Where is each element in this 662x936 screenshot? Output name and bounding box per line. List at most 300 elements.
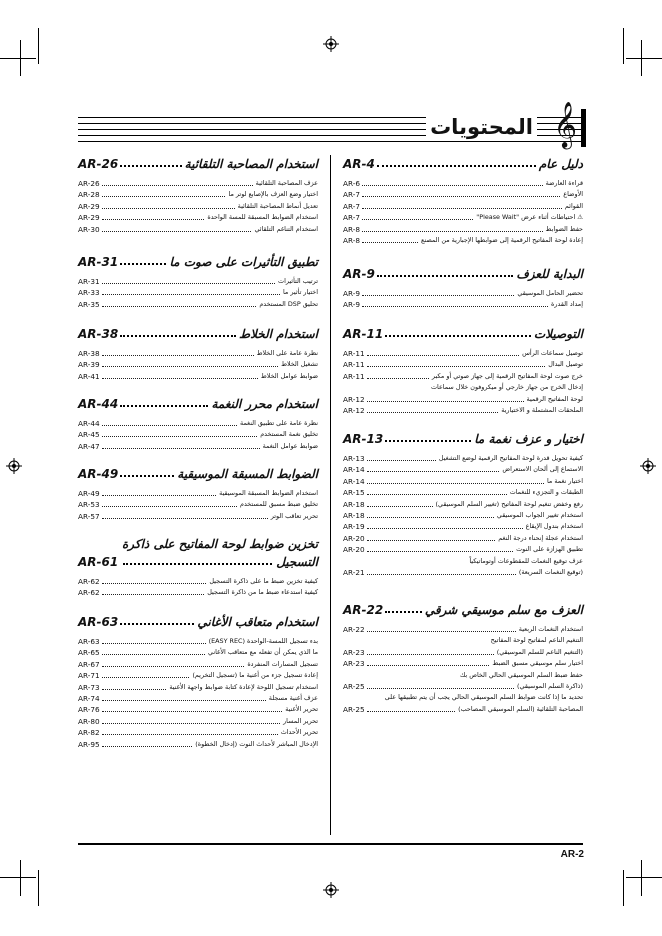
- entry-page: AR-29: [78, 201, 100, 211]
- dot-leader: [120, 165, 182, 167]
- dot-leader: [367, 378, 429, 379]
- entry-text: إعادة لوحة المفاتيح الرقمية إلى ضوابطها الإجبارية من المصنع: [421, 236, 583, 244]
- section-heading: [78, 467, 318, 483]
- entry-text: الإدخال المباشر لأحداث النوت (إدخال الخطوة): [195, 739, 318, 748]
- entry-text: نظرة عامة على تطبيق النغمة: [240, 419, 318, 427]
- toc-entry: [343, 625, 583, 635]
- dot-leader: [367, 494, 507, 495]
- entry-page: AR-8: [343, 236, 361, 245]
- toc-entry: [343, 522, 583, 532]
- dot-leader: [362, 231, 543, 232]
- toc-entry: [343, 383, 583, 393]
- section-title: استخدام المصاحبة التلقائية: [184, 157, 318, 171]
- dot-leader: [367, 366, 545, 367]
- dot-leader: [367, 528, 523, 529]
- toc-entry: [343, 659, 583, 669]
- section-page: AR-44: [78, 397, 119, 411]
- entry-page: AR-20: [343, 533, 365, 543]
- entry-page: AR-39: [78, 360, 100, 370]
- entry-text: الملحقات المشتملة و الاختيارية: [501, 406, 583, 414]
- entry-text: ضوابط عوامل النغمة: [262, 441, 318, 450]
- section-page: AR-9: [343, 267, 375, 281]
- column-divider: [330, 155, 331, 835]
- entry-page: AR-30: [78, 224, 100, 234]
- crop-mark: [38, 870, 39, 906]
- toc-entry: [78, 202, 318, 212]
- entry-text: الاستماع إلى ألحان الاستعراض: [502, 465, 583, 474]
- dot-leader: [102, 185, 253, 186]
- entry-page: AR-41: [78, 371, 100, 381]
- entry-text: توصيل سماعات الرأس: [522, 349, 583, 357]
- entry-text: اختيار وضع العزف بالإصابع لوتر ما: [228, 190, 318, 199]
- crop-mark: [641, 860, 642, 896]
- section-title: استخدام الخلاط: [239, 327, 318, 341]
- dot-leader: [377, 165, 536, 167]
- entry-text: تحرير الأغنية: [285, 705, 318, 714]
- registration-mark-icon: [6, 458, 22, 474]
- section-heading: [343, 603, 583, 619]
- toc-entry: [78, 213, 318, 223]
- toc-entry: [343, 406, 583, 416]
- dot-leader: [102, 283, 275, 284]
- toc-entry: [78, 705, 318, 715]
- entry-text: نظرة عامة على الخلاط: [256, 349, 318, 357]
- dot-leader: [102, 723, 280, 724]
- entry-page: AR-82: [78, 728, 100, 738]
- crop-mark: [641, 40, 642, 76]
- entry-text: المصاحبة التلقائية (السلم الموسيقي المصاحب): [458, 704, 583, 713]
- section-heading: [343, 432, 583, 448]
- dot-leader: [102, 643, 206, 644]
- section-heading: [78, 255, 318, 271]
- entry-page: AR-44: [78, 419, 100, 428]
- entry-text: اختيار سلم موسيقي مسبق الضبط: [492, 659, 583, 668]
- section-page: AR-49: [78, 467, 119, 481]
- dot-leader: [120, 335, 236, 337]
- dot-leader: [385, 611, 422, 613]
- dot-leader: [102, 436, 257, 437]
- entry-page: AR-14: [343, 465, 365, 475]
- entry-page: AR-62: [78, 577, 100, 586]
- entry-page: AR-62: [78, 588, 100, 598]
- entry-page: AR-73: [78, 682, 100, 692]
- section-page: AR-4: [343, 157, 375, 171]
- toc-entry: [78, 577, 318, 587]
- entry-page: AR-76: [78, 705, 100, 715]
- dot-leader: [367, 654, 494, 655]
- entry-text: توصيل البدال: [548, 360, 583, 369]
- section-heading: [78, 615, 318, 631]
- dot-leader: [120, 623, 194, 625]
- section-title: التوصيلات: [533, 327, 583, 341]
- dot-leader: [102, 425, 237, 426]
- entry-page: AR-29: [78, 213, 100, 223]
- toc-entry: [343, 682, 583, 692]
- entry-text: رفع وخفض تنغيم لوحة المفاتيح (تغيير السلم الموسيقي): [435, 499, 583, 508]
- toc-entry: [78, 489, 318, 499]
- toc-entry: [78, 694, 318, 704]
- toc-entry: [78, 728, 318, 738]
- dot-leader: [362, 295, 514, 296]
- dot-leader: [367, 412, 498, 413]
- crop-mark: [623, 870, 624, 906]
- toc-entry: [343, 300, 583, 310]
- toc-entry: [343, 671, 583, 681]
- entry-page: AR-74: [78, 694, 100, 703]
- entry-page: AR-14: [343, 476, 365, 486]
- dot-leader: [102, 518, 268, 519]
- toc-entry: [343, 190, 583, 200]
- title-staff: [78, 102, 583, 148]
- entry-text: اختيار نغمة ما: [546, 476, 583, 485]
- toc-entry: [343, 225, 583, 235]
- entry-text: استخدام بندول الإيقاع: [525, 522, 583, 531]
- toc-entry: [78, 740, 318, 750]
- section-heading: [78, 537, 318, 553]
- toc-entry: [78, 372, 318, 382]
- entry-page: AR-26: [78, 179, 100, 188]
- dot-leader: [362, 208, 562, 209]
- entry-page: AR-11: [343, 371, 365, 381]
- entry-text: اختيار تأثير ما: [282, 288, 318, 297]
- dot-leader: [367, 460, 436, 461]
- entry-page: AR-19: [343, 522, 365, 532]
- toc-entry: [78, 500, 318, 510]
- entry-page: AR-95: [78, 739, 100, 749]
- toc-entry: [343, 477, 583, 487]
- entry-page: AR-33: [78, 288, 100, 298]
- dot-leader: [102, 294, 280, 295]
- toc-column-left: [78, 157, 318, 837]
- section-title: التسجيل: [276, 555, 318, 569]
- toc-entry: [78, 430, 318, 440]
- entry-text: القوائم: [564, 201, 583, 210]
- entry-text: استخدام تغيير الجواب الموسيقي: [496, 511, 583, 519]
- entry-text: ضوابط عوامل الخلاط: [260, 371, 318, 380]
- crop-mark: [38, 28, 39, 64]
- section-title: العزف مع سلم موسيقي شرقي: [424, 603, 583, 617]
- toc-entry: [343, 179, 583, 189]
- entry-page: AR-28: [78, 190, 100, 200]
- entry-text: لوحة المفاتيح الرقمية: [526, 394, 583, 403]
- dot-leader: [362, 242, 418, 243]
- section-heading: [78, 157, 318, 173]
- page-number: AR-2: [560, 849, 584, 860]
- section-page: AR-38: [78, 327, 119, 341]
- section-heading: [78, 555, 318, 571]
- toc-entry: [78, 683, 318, 693]
- toc-entry: [343, 395, 583, 405]
- footer-rule: [78, 843, 583, 845]
- entry-page: AR-9: [343, 289, 361, 298]
- entry-text: تحرير المسار: [283, 716, 318, 725]
- toc-entry: [343, 705, 583, 715]
- toc-entry: [343, 454, 583, 464]
- entry-text: تعديل أنماط المصاحبة التلقائية: [237, 201, 318, 210]
- section-title: استخدام متعاقب الأغاني: [197, 615, 318, 629]
- toc-entry: [343, 236, 583, 246]
- entry-page: AR-35: [78, 299, 100, 309]
- dot-leader: [367, 665, 489, 666]
- entry-text: تحرير تعاقب الوتر: [270, 511, 318, 520]
- section-title: اختيار و عزف نغمة ما: [474, 432, 583, 446]
- entry-text: خرج صوت لوحة المفاتيح الرقمية إلى جهاز صوتي أو مكبر: [431, 371, 583, 380]
- dot-leader: [102, 689, 166, 690]
- entry-page: AR-6: [343, 179, 361, 188]
- section-page: AR-11: [343, 327, 384, 341]
- toc-entry: [78, 717, 318, 727]
- entry-page: AR-7: [343, 213, 361, 223]
- dot-leader: [102, 583, 206, 584]
- dot-leader: [367, 688, 514, 689]
- entry-text: ترتيب التأثيرات: [278, 277, 318, 285]
- entry-text: كيفية تخزين ضبط ما على ذاكرة التسجيل: [209, 577, 318, 585]
- toc-entry: [78, 660, 318, 670]
- dot-leader: [102, 654, 205, 655]
- entry-page: AR-80: [78, 716, 100, 726]
- entry-page: AR-53: [78, 500, 100, 510]
- toc-entry: [343, 648, 583, 658]
- section-heading: [343, 327, 583, 343]
- toc-entry: [343, 534, 583, 544]
- entry-text: استخدام عجلة إنحناء درجة النغم: [498, 533, 583, 542]
- dot-leader: [102, 677, 189, 678]
- entry-text: التنغيم الناعم لمفاتيح لوحة المفاتيح: [490, 636, 583, 645]
- section-page: AR-13: [343, 432, 384, 446]
- toc-entry: [343, 557, 583, 567]
- entry-page: AR-22: [343, 625, 365, 634]
- section-title: تطبيق التأثيرات على صوت ما: [169, 255, 318, 269]
- toc-entry: [343, 213, 583, 223]
- section-title: دليل عام: [538, 157, 583, 171]
- section-title: البداية للعزف: [516, 267, 583, 281]
- dot-leader: [362, 196, 560, 197]
- section-heading: [78, 327, 318, 343]
- dot-leader: [367, 355, 519, 356]
- dot-leader: [385, 440, 471, 442]
- dot-leader: [123, 563, 272, 565]
- page-title: المحتويات: [426, 115, 537, 139]
- registration-mark-icon: [323, 882, 339, 898]
- crop-mark: [623, 28, 624, 64]
- toc-entry: [78, 349, 318, 359]
- entry-text: الطبقات و التجزيء للنغمات: [509, 488, 583, 497]
- toc-entry: [78, 300, 318, 310]
- entry-text: الأوضاع: [563, 190, 583, 199]
- section-heading: [343, 267, 583, 283]
- entry-page: AR-20: [343, 545, 365, 555]
- section-title: الضوابط المسبقة الموسيقية: [177, 467, 318, 481]
- registration-mark-icon: [640, 458, 656, 474]
- toc-entry: [343, 500, 583, 510]
- entry-page: AR-12: [343, 406, 365, 415]
- dot-leader: [367, 551, 513, 552]
- registration-mark-icon: [323, 36, 339, 52]
- entry-text: إدخال الخرج من جهاز خارجي أو ميكروفون خلال سماعات: [431, 383, 583, 392]
- entry-text: إمداد القدرة: [551, 300, 583, 309]
- entry-text: تسجيل المسارات المنفردة: [247, 659, 318, 668]
- dot-leader: [102, 378, 258, 379]
- dot-leader: [367, 711, 455, 712]
- entry-text: بدء تسجيل اللمسة-الواحدة (EASY REC): [208, 637, 318, 645]
- toc-entry: [78, 671, 318, 681]
- entry-text: حفظ ضبط السلم الموسيقي الحالي الخاص بك: [460, 670, 583, 679]
- entry-text: تحليق DSP المستخدم: [259, 299, 318, 308]
- section-title: تخزين ضوابط لوحة المفاتيح على ذاكرة: [121, 537, 318, 551]
- dot-leader: [102, 594, 204, 595]
- entry-page: AR-63: [78, 637, 100, 646]
- entry-text: استخدام التناغم التلقائي: [254, 224, 318, 233]
- toc-entry: [343, 568, 583, 578]
- entry-text: ⚠ احتياطات أثناء عرض "Please Wait": [476, 213, 583, 222]
- toc-entry: [343, 372, 583, 382]
- crop-mark: [0, 877, 36, 878]
- dot-leader: [102, 746, 192, 747]
- entry-text: (التنغيم الناعم للسلم الموسيقي): [496, 647, 583, 656]
- toc-entry: [78, 225, 318, 235]
- dot-leader: [362, 306, 548, 307]
- entry-page: AR-9: [343, 300, 361, 310]
- entry-page: AR-7: [343, 201, 361, 211]
- dot-leader: [362, 219, 473, 220]
- toc-entry: [343, 289, 583, 299]
- entry-text: (توقيع النغمات السريعة): [518, 568, 583, 576]
- dot-leader: [102, 355, 254, 356]
- section-heading: [343, 157, 583, 173]
- dot-leader: [367, 517, 494, 518]
- entry-page: AR-18: [343, 511, 365, 520]
- entry-page: AR-18: [343, 499, 365, 509]
- dot-leader: [367, 483, 544, 484]
- entry-text: كيفية تحويل قدرة لوحة المفاتيح الرقمية لوضع التشغيل: [438, 454, 583, 462]
- crop-mark: [20, 860, 21, 896]
- toc-entry: [78, 648, 318, 658]
- toc-entry: [343, 488, 583, 498]
- entry-page: AR-11: [343, 360, 365, 370]
- dot-leader: [102, 231, 251, 232]
- dot-leader: [102, 506, 237, 507]
- entry-page: AR-8: [343, 224, 361, 234]
- dot-leader: [102, 700, 266, 701]
- toc-entry: [78, 360, 318, 370]
- dot-leader: [377, 275, 513, 277]
- dot-leader: [385, 335, 531, 337]
- section-page: AR-61: [78, 555, 119, 569]
- toc-entry: [343, 693, 583, 703]
- toc-entry: [343, 202, 583, 212]
- entry-text: تشغيل الخلاط: [281, 360, 318, 369]
- entry-text: عزف المصاحبة التلقائية: [255, 179, 318, 187]
- dot-leader: [102, 711, 282, 712]
- section-page: AR-22: [343, 603, 384, 617]
- dot-leader: [367, 506, 433, 507]
- dot-leader: [362, 185, 543, 186]
- section-page: AR-31: [78, 255, 119, 269]
- toc-entry: [78, 588, 318, 598]
- section-page: AR-26: [78, 157, 119, 171]
- treble-clef-icon: 𝄞: [553, 102, 577, 148]
- dot-leader: [102, 666, 244, 667]
- dot-leader: [102, 306, 256, 307]
- dot-leader: [102, 219, 204, 220]
- entry-page: AR-65: [78, 648, 100, 658]
- entry-text: استخدام النغمات الربعية: [518, 625, 583, 633]
- toc-entry: [343, 349, 583, 359]
- section-title: استخدام محرر النغمة: [211, 397, 318, 411]
- toc-column-right: [343, 157, 583, 837]
- entry-text: تطبيق الهزازة على النوت: [516, 545, 583, 554]
- toc-entry: [78, 512, 318, 522]
- entry-text: (ذاكرة السلم الموسيقي): [517, 682, 583, 690]
- entry-text: إعادة تسجيل جزء من أغنية ما (تسجيل التخريم): [192, 671, 318, 680]
- dot-leader: [120, 263, 166, 265]
- dot-leader: [120, 405, 208, 407]
- entry-page: AR-11: [343, 349, 365, 358]
- crop-mark: [626, 877, 662, 878]
- dot-leader: [120, 475, 174, 477]
- dot-leader: [367, 471, 499, 472]
- entry-page: AR-71: [78, 671, 100, 681]
- toc-entry: [78, 190, 318, 200]
- entry-page: AR-21: [343, 568, 365, 577]
- toc-entry: [78, 277, 318, 287]
- entry-text: استخدام تسجيل اللوحة لإعادة كتابة ضوابط واجهة الأغنية: [169, 682, 318, 691]
- entry-page: AR-25: [343, 704, 365, 714]
- entry-page: AR-47: [78, 441, 100, 451]
- toc-entry: [78, 442, 318, 452]
- entry-text: تخليق نغمة المستخدم: [260, 430, 318, 439]
- toc-entry: [343, 465, 583, 475]
- toc-entry: [343, 360, 583, 370]
- toc-entry: [343, 636, 583, 646]
- entry-text: استخدام الضوابط المسبقة للمسة الواحدة: [207, 213, 318, 222]
- entry-page: AR-12: [343, 394, 365, 404]
- entry-page: AR-23: [343, 647, 365, 657]
- dot-leader: [102, 495, 216, 496]
- section-heading: [78, 397, 318, 413]
- crop-mark: [626, 58, 662, 59]
- toc-entry: [78, 179, 318, 189]
- entry-page: AR-23: [343, 659, 365, 669]
- entry-text: حفظ الضوابط: [545, 224, 583, 233]
- entry-page: AR-45: [78, 430, 100, 440]
- entry-page: AR-49: [78, 489, 100, 498]
- dot-leader: [102, 208, 235, 209]
- crop-mark: [0, 58, 36, 59]
- entry-text: تحرير الأحداث: [280, 728, 318, 737]
- dot-leader: [367, 631, 516, 632]
- entry-page: AR-38: [78, 349, 100, 358]
- toc-entry: [78, 419, 318, 429]
- toc-entry: [343, 545, 583, 555]
- crop-mark: [20, 40, 21, 76]
- dot-leader: [367, 540, 495, 541]
- entry-text: عزف توقيع النغمات للمقطوعات أوتوماتيكياً: [469, 556, 583, 565]
- entry-page: AR-57: [78, 511, 100, 521]
- dot-leader: [102, 734, 278, 735]
- entry-text: قراءة العارضة: [545, 179, 583, 187]
- entry-text: تحضير الحامل الموسيقي: [517, 289, 583, 297]
- dot-leader: [102, 366, 278, 367]
- entry-text: كيفية استدعاء ضبط ما من ذاكرة التسجيل: [207, 588, 318, 597]
- entry-page: AR-67: [78, 659, 100, 669]
- toc-entry: [343, 511, 583, 521]
- staff-bar: [581, 109, 586, 147]
- entry-page: AR-13: [343, 454, 365, 463]
- dot-leader: [102, 196, 225, 197]
- dot-leader: [367, 401, 524, 402]
- entry-page: AR-31: [78, 277, 100, 286]
